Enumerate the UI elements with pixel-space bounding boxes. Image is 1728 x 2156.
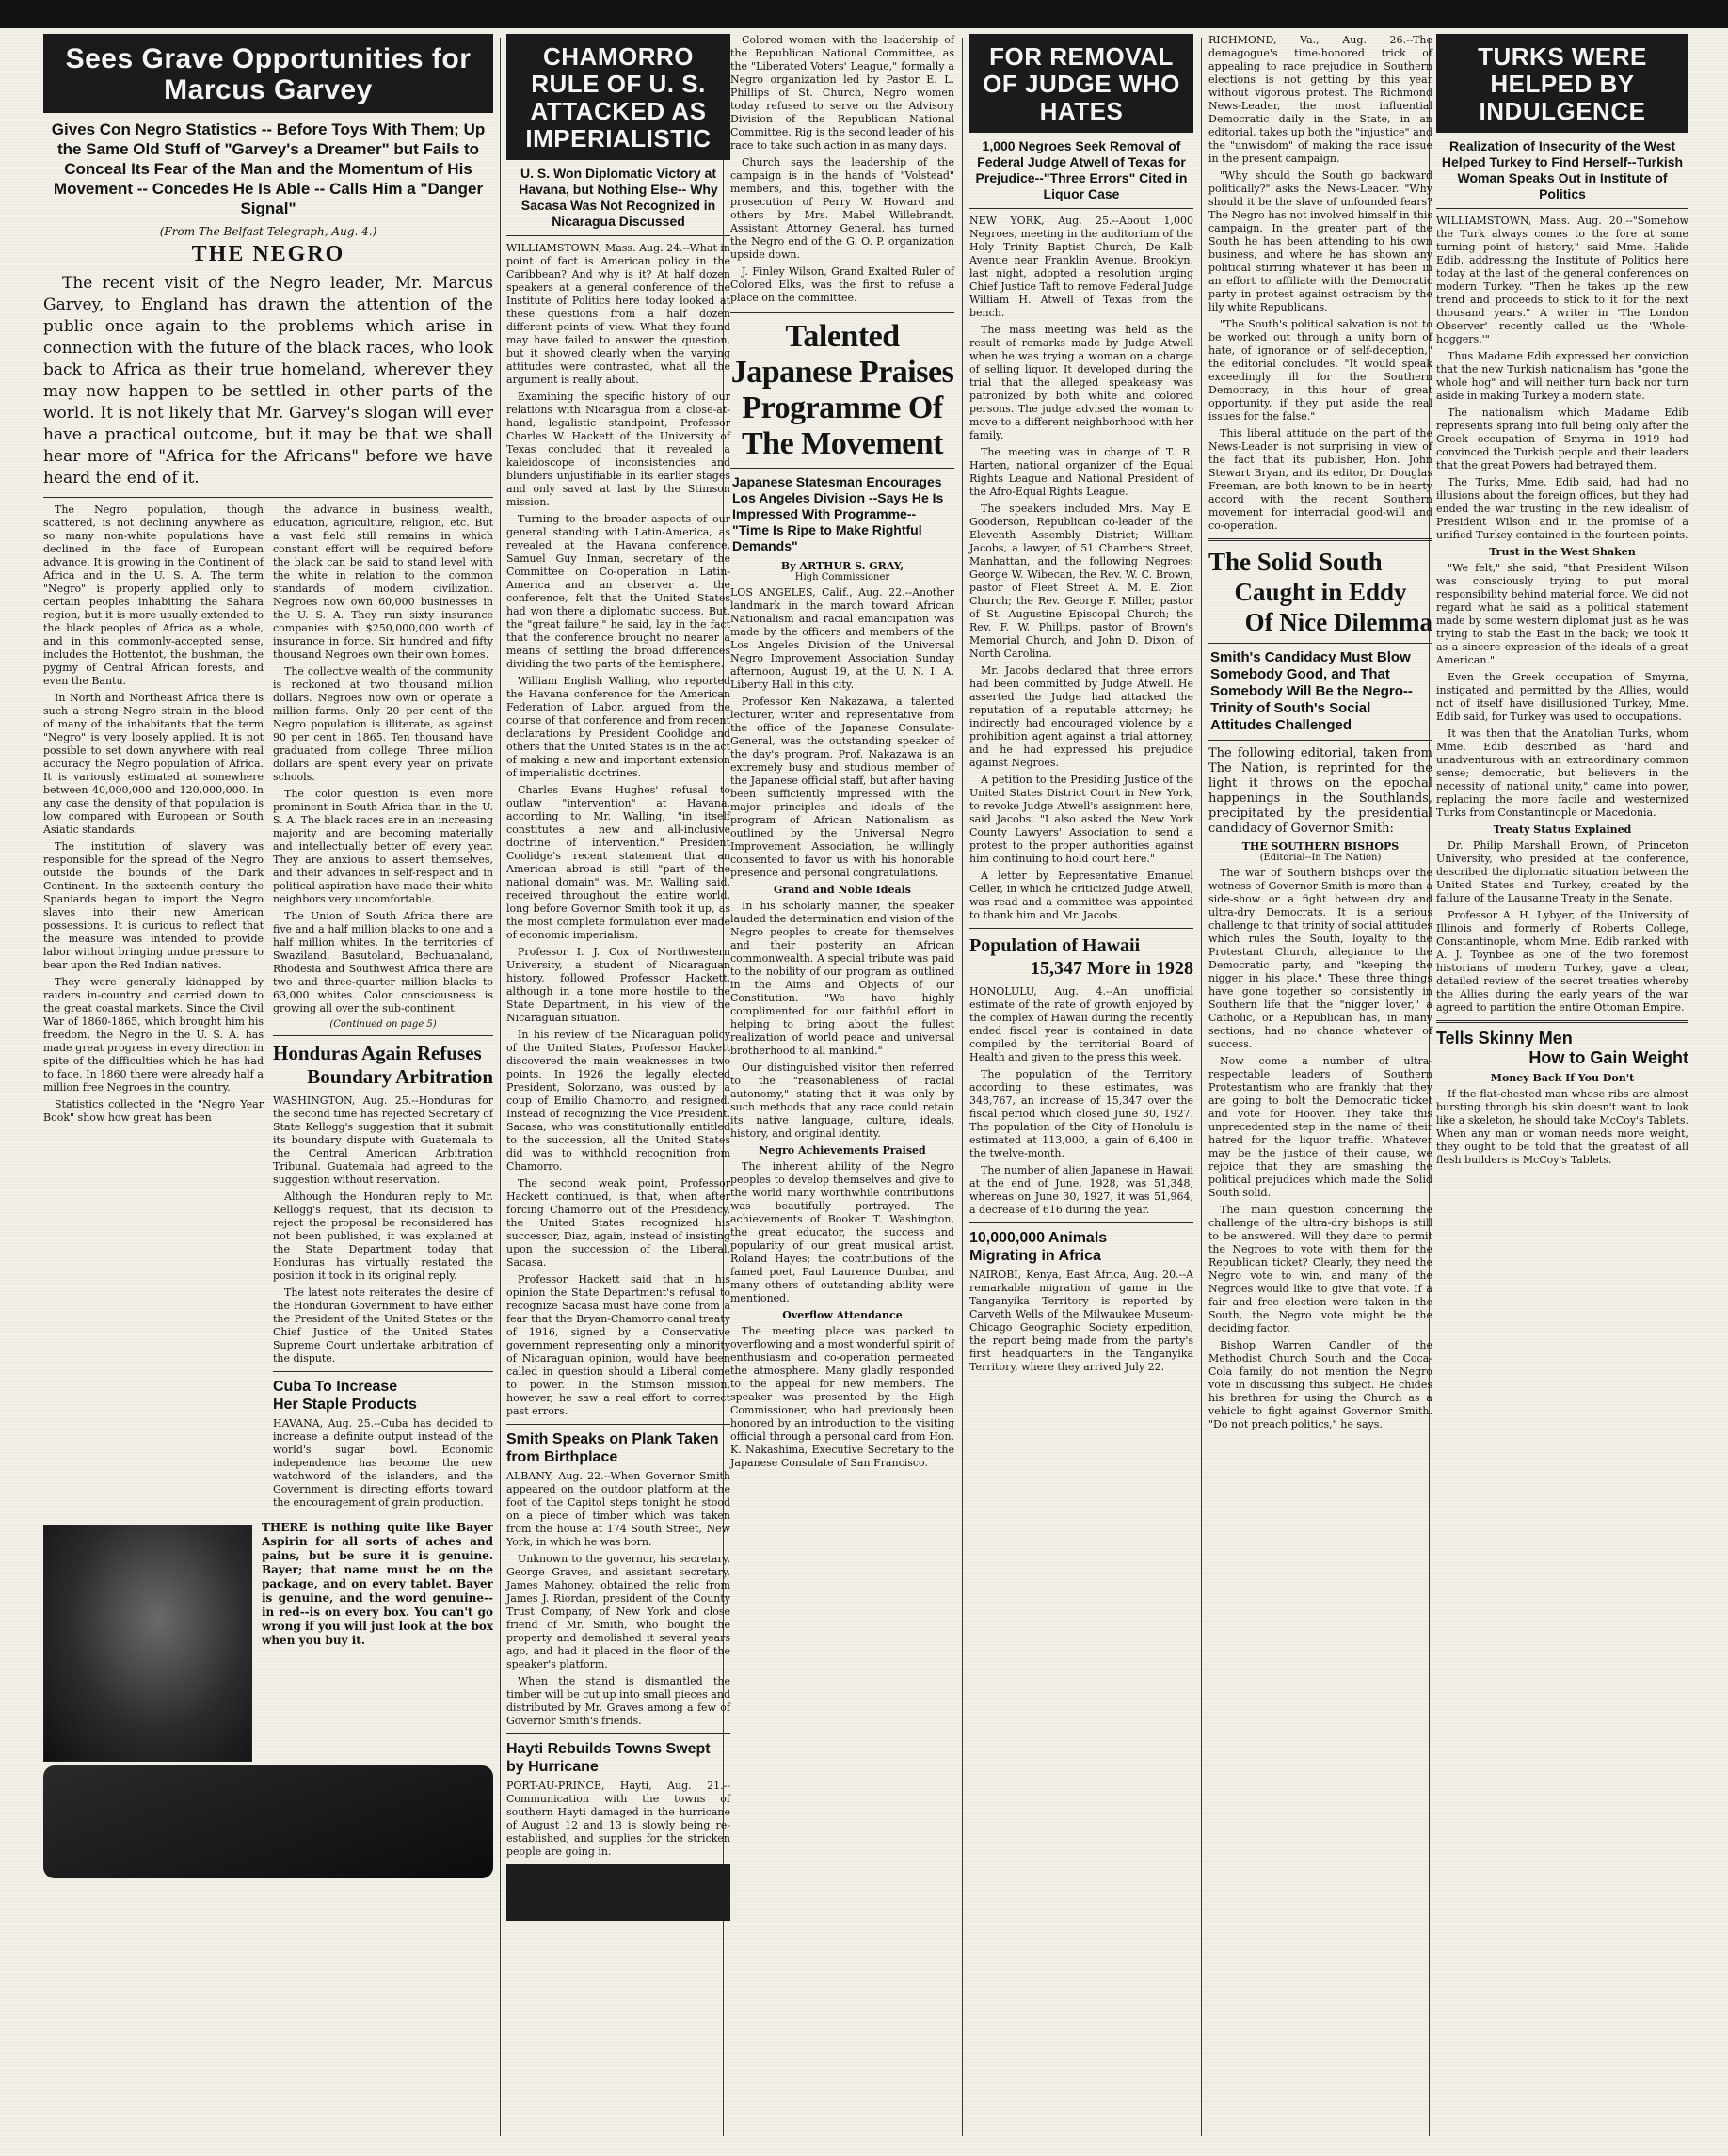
subhead: Overflow Attendance: [782, 1309, 903, 1321]
animals-headline-line1: 10,000,000 Animals: [969, 1230, 1108, 1246]
article-paragraph: William English Walling, who reported the Havana conference for the American Federation of Labor, argued from the course of that conference and from recent declarations by President Coolidge and others that the United States is in the act of making a new and important extension of imperialistic doctrines.: [506, 675, 730, 779]
article-paragraph: WILLIAMSTOWN, Mass. Aug. 20.--"Somehow the Turk always comes to the fore at some turning point of history," said Mme. Halide Edib, addressing the Institute of Politics here today at the last of the general conferences on modern Turkey. "Then he takes up the new trend and proceeds to stick to it for the next thousand years." A writer in 'The London Observer' recently called us the 'Whole-hoggers.'": [1436, 215, 1688, 345]
article-paragraph: Our distinguished visitor then referred to the "reasonableness of racial autonomy," stating that it was only by such methods that any race could retain its native language, culture, ideals, history, and original identity.: [730, 1062, 954, 1140]
article-paragraph: The collective wealth of the community is reckoned at two thousand million dollars. Negroes now own or operate a million farms. Only 20 per cent of the Negro population is illiterate, as against 90 per cent in 1865. Ten thousand have graduated from college. Three million dollars are spent every year on private schools.: [273, 665, 493, 783]
article-paragraph: A petition to the Presiding Justice of the United States District Court in New York, to revoke Judge Atwell's assignment here, said Jacobs. "I also asked the New York County Lawyers' Association to send a protest to the proper authorities against him continuing to hold court here.": [969, 774, 1193, 865]
hawaii-headline: [969, 934, 1193, 980]
article-paragraph: The speakers included Mrs. May E. Gooderson, Republican co-leader of the Eleventh Assembly District; William Jacobs, a lawyer, of 51 Chambers Street, Manhattan, and the following Negroes: George W. Wibecan, the Rev. W. C. Brown, pastor of Fleet Street A. M. E. Zion Church; the Rev. George F. Miller, pastor of St. Augustine Episcopal Church; the Rev. F. W. Phillips, pastor of Brown's Memorial Church, and John D. Dixon, of North Carolina.: [969, 503, 1193, 660]
article-paragraph: Now come a number of ultra-respectable leaders of Southern Protestantism who are frankly that they are going to bolt the Democratic ticket and vote for Hoover. They take this unprecedented step in the name of their hatred for the liquor traffic. Whatever may be the justice of their cause, we rejoice that they are smashing the political prejudices which made the Solid South solid.: [1208, 1055, 1432, 1199]
article-paragraph: Dr. Philip Marshall Brown, of Princeton University, who presided at the conference, described the diplomatic situation between the United States and Turkey, created by the failure of the Lausanne Treaty in the Senate.: [1436, 839, 1688, 904]
article-paragraph: Thus Madame Edib expressed her conviction that the new Turkish nationalism has "gone the whole hog" and will neither turn back nor turn aside in making Turkey a modern state.: [1436, 350, 1688, 402]
article-paragraph: Although the Honduran reply to Mr. Kellogg's request, that its decision to reject the proposal be reconsidered has not been published, it was explained at the State Department today that Honduras has virtually restated the position it took in its original reply.: [273, 1190, 493, 1282]
article-paragraph: The mass meeting was held as the result of remarks made by Judge Atwell when he was trying a woman on a charge of selling liquor. It developed during the trial that the alleged speakeasy was patronized by both white and colored persons. The judge advised the woman to move to a different neighborhood with her family.: [969, 324, 1193, 441]
article-paragraph: It was then that the Anatolian Turks, whom Mme. Edib described as "hard and unadventurous with an extraordinary common sense; democratic, but believers in the necessity of national unity," came into power, replacing the more facile and westernized Turks from Constantinople or Macedonia.: [1436, 727, 1688, 819]
article-paragraph: Professor Ken Nakazawa, a talented lecturer, writer and representative from the office of the Japanese Consulate-General, was the outstanding speaker of the day's program. Prof. Nakazawa is an extremely busy and studious member of the Japanese official staff, but after having been sufficiently impressed with the major principles and ideals of the program of African Nationalism as outlined by the Universal Negro Improvement Association, he willingly consented to favor us with his honorable presence and personal congratulations.: [730, 695, 954, 879]
subhead: Trust in the West Shaken: [1489, 546, 1636, 558]
article-paragraph: ALBANY, Aug. 22.--When Governor Smith appeared on the outdoor platform at the foot of the Capitol steps tonight he stood on a piece of timber which was taken from the house at 174 South Street, New York, in which he was born.: [506, 1470, 730, 1548]
ad-paragraph: If the flat-chested man whose ribs are almost bursting through his skin doesn't want to look like a skeleton, he should take McCoy's Tablets. When any man or woman needs more weight, they ought to be told that the greatest of all flesh builders is McCoy's Tablets.: [1436, 1088, 1688, 1166]
subhead: Grand and Noble Ideals: [774, 884, 911, 896]
article-paragraph: The Negro population, though scattered, is not declining anywhere as so many non-white populations have declined in the face of European advance. It is growing in the Continent of Africa and in the U. S. A. The term "Negro" is properly applied only to certain peoples inhabiting the Sahara region, but it is more usually extended to the black peoples of Africa as a whole, and in this commonly-accepted sense, includes the Hottentot, the bushman, the pygmy of Central African forests, and even the Bantu.: [43, 503, 264, 687]
article-paragraph: They were generally kidnapped by raiders in-country and carried down to the great coastal markets. Since the Civil War of 1860-1865, which brought him his freedom, the Negro in the U. S. A. has made great progress in every direction in spite of the difficulties which he has had to face. In 1860 there were already half a million free Negroes in the country.: [43, 976, 264, 1094]
honduras-headline-line1: Honduras Again Refuses: [273, 1042, 482, 1064]
article-paragraph: In his scholarly manner, the speaker lauded the determination and vision of the Negro peoples to create for themselves and their posterity an African commonwealth. A special tribute was paid to the nobility of our program as outlined in the Aims and Objects of our Constitution. "We have highly complimented for our faithful effort in helping to bring about the fullest realization of world peace and universal brotherhood to all mankind.": [730, 900, 954, 1057]
column-5: [1203, 34, 1438, 2151]
continued-note: (Continued on page 5): [329, 1019, 437, 1030]
atwell-headline: FOR REMOVAL OF JUDGE WHO HATES: [969, 34, 1193, 133]
article-paragraph: Unknown to the governor, his secretary, George Graves, and assistant secretary, James Mahoney, obtained the relic from James J. Riordan, president of the County Trust Company, of New York and close friend of Mr. Smith, who bought the property and demolished it several years ago, and had it placed in the floor of the speaker's platform.: [506, 1553, 730, 1670]
column-rule: [962, 38, 963, 2136]
skinny-ad-subhead: Money Back If You Don't: [1490, 1072, 1635, 1084]
haiti-headline: Hayti Rebuilds Towns Swept by Hurricane: [506, 1741, 711, 1775]
garvey-body-left: [43, 503, 264, 1513]
ad-photo-man: [43, 1525, 252, 1762]
solid-south-line3: Of Nice Dilemma: [1244, 608, 1432, 636]
article-paragraph: The meeting was in charge of T. R. Harten, national organizer of the Equal Rights League and National President of the Afro-Equal Rights League.: [969, 446, 1193, 498]
article-paragraph: HAVANA, Aug. 25.--Cuba has decided to increase a definite output instead of the world's sugar bowl. Economic independence has become the new watchword of the islanders, and the Government is directing efforts toward the encouragement of grain production.: [273, 1417, 493, 1509]
solid-south-deck: Smith's Candidacy Must Blow Somebody Good, and That Somebody Will Be the Negro--Trinity of South's Social Attitudes Challenged: [1210, 649, 1413, 733]
ad-tin-image: [43, 1765, 493, 1878]
article-paragraph: The inherent ability of the Negro peoples to develop themselves and give to the world many worthwhile contributions was beautifully portrayed. The achievements of Booker T. Washington, the great educator, the success and popularity of our great musical artist, Roland Hayes; the contributions of the famed poet, Paul Laurence Dunbar, and many others of outstanding ability were mentioned.: [730, 1160, 954, 1304]
article-paragraph: WILLIAMSTOWN, Mass. Aug. 24.--What in point of fact is American policy in the Caribbean? And why is it? At half dozen speakers at a general conference of the Institute of Politics here today looked at these questions from a half dozen different points of view. What they found may have failed to answer the question, but it showed clearly when the varying attitudes were contrasted, what all the argument is really about.: [506, 242, 730, 386]
section-head: THE SOUTHERN BISHOPS: [1241, 840, 1400, 853]
cuba-headline-line1: Cuba To Increase: [273, 1379, 398, 1395]
article-paragraph: Statistics collected in the "Negro Year Book" show how great has been: [43, 1098, 264, 1124]
article-paragraph: A letter by Representative Emanuel Celler, in which he criticized Judge Atwell, was read and a committee was appointed to thank him and Mr. Jacobs.: [969, 870, 1193, 921]
column-1: [38, 34, 499, 2151]
article-paragraph: PORT-AU-PRINCE, Hayti, Aug. 21.--Communication with the towns of southern Hayti damaged in the hurricane of August 12 and 13 is slowly being re-established, and supplies for the stricken people are going in.: [506, 1780, 730, 1858]
article-paragraph: The main question concerning the challenge of the ultra-dry bishops is still to be answered. Will they dare to permit the Negroes to vote with them for the Republican ticket? Clearly, they need the Negro vote to win, and many of the Negroes would like to give that vote. If a fair and free election were taken in the South, the Negro vote might be the deciding factor.: [1208, 1204, 1432, 1334]
article-paragraph: Charles Evans Hughes' refusal to outlaw "intervention" at Havana, according to Mr. Walling, "in itself constitutes a new and all-inclusive doctrine of intervention." President Coolidge's recent statement that an American abroad is still "part of the national domain" was, Mr. Walling said, received throughout the entire world, long before Governor Smith took it up, as the most complete formulation ever made of economic imperialism.: [506, 784, 730, 941]
article-paragraph: The nationalism which Madame Edib represents sprang into full being only after the Greek occupation of Smyrna in 1919 had convinced the Turkish people and their leaders that the great Powers had betrayed them.: [1436, 407, 1688, 471]
article-paragraph: When the stand is dismantled the timber will be cut up into small pieces and distributed by Mr. Graves among a few of Governor Smith's friends.: [506, 1675, 730, 1727]
byline-title: High Commissioner: [794, 572, 890, 583]
article-paragraph: Professor A. H. Lybyer, of the University of Illinois and formerly of Roberts College, Constantinople, whom Mme. Edib ranked with A. J. Toynbee as one of the two foremost historians of modern Turkey, gave a clear, detailed review of the secret treaties whereby the Allies during the early years of the war agreed to partition the entire Ottoman Empire.: [1436, 909, 1688, 1014]
column-rule: [1201, 38, 1202, 2136]
article-paragraph: The number of alien Japanese in Hawaii at the end of June, 1928, was 51,348, whereas on June 30, 1927, it was 51,964, a decrease of 616 during the year.: [969, 1164, 1193, 1216]
article-paragraph: The Union of South Africa there are five and a half million blacks to one and a half million whites. In the territories of Swaziland, Basutoland, Bechuanaland, Rhodesia and Southwest Africa there are two and three-quarter million blacks to 63,000 whites. Color consciousness is growing all over the sub-continent.: [273, 910, 493, 1014]
article-paragraph: the advance in business, wealth, education, agriculture, religion, etc. But a vast field still remains in which constant effort will be required before the black can be said to stand level with the white in relation to the common standards of modern civilization. Negroes now own 60,000 businesses in the U. S. A. They run sixty insurance companies with $250,000,000 worth of insurance in force. Six hundred and fifty thousand Negroes own their own homes.: [273, 503, 493, 661]
article-paragraph: NEW YORK, Aug. 25.--About 1,000 Negroes, meeting in the auditorium of the Holy Trinity Baptist Church, De Kalb Avenue near Franklin Avenue, Brooklyn, last night, adopted a resolution urging Chief Justice Taft to remove Federal Judge William H. Atwell of Texas from the bench.: [969, 215, 1193, 319]
article-paragraph: HONOLULU, Aug. 4.--An unofficial estimate of the rate of growth enjoyed by the complex of Hawaii during the recently ended fiscal year is contained in data compiled by the territorial Board of Health and given to the press this week.: [969, 985, 1193, 1063]
garvey-deck: Gives Con Negro Statistics -- Before Toys With Them; Up the Same Old Stuff of "Garvey's a Dreamer" but Fails to Conceal Its Fear of the Man and the Momentum of His Movement -- Concedes He Is Able -- Calls Him a "Danger Signal": [51, 120, 486, 217]
chamorro-headline: CHAMORRO RULE OF U. S. ATTACKED AS IMPERIALISTIC: [506, 34, 730, 160]
skinny-ad-headline: [1436, 1029, 1688, 1068]
article-paragraph: LOS ANGELES, Calif., Aug. 22.--Another landmark in the march toward African Nationalism and racial emancipation was made by the officers and members of the Los Angeles Division of the Universal Negro Improvement Association Sunday afternoon, August 19, at the U. N. I. A. Liberty Hall in this city.: [730, 586, 954, 691]
cuba-headline: [273, 1378, 493, 1413]
garvey-lead: The recent visit of the Negro leader, Mr. Marcus Garvey, to England has drawn the attention of the public once again to the problems which arise in connection with the future of the black races, who look back to Africa as their true homeland, wherever they may now happen to be settled in other parts of the world. It is not likely that Mr. Garvey's slogan will ever have a practical outcome, but it may be that we shall hear more of "Africa for the Africans" before we have heard the end of it.: [43, 274, 493, 487]
honduras-headline-line2: Boundary Arbitration: [307, 1065, 493, 1088]
skinny-ad-line1: Tells Skinny Men: [1436, 1029, 1573, 1047]
article-paragraph: NAIROBI, Kenya, East Africa, Aug. 20.--A remarkable migration of game in the Tanganyika Territory is reported by Carveth Wells of the Milwaukee Museum-Chicago Geographic Society expedition, the report being made from the party's first headquarters in the Tanganyika Territory, where they arrived July 22.: [969, 1269, 1193, 1373]
article-paragraph: In North and Northeast Africa there is such a strong Negro strain in the blood of many of the inhabitants that the term "Negro" is very loosely applied. It is not possible to set down anywhere with real accuracy the Negro population of Africa. It is variously estimated at somewhere between 40,000,000 and 120,000,000. In any case the density of that population is low compared with European or South Asiatic standards.: [43, 692, 264, 836]
hawaii-headline-line2: 15,347 More in 1928: [1031, 958, 1193, 979]
article-paragraph: The population of the Territory, according to these estimates, was 348,767, an increase of 15,347 over the fiscal period which closed June 30, 1927. The population of the City of Honolulu is estimated at 113,000, a gain of 6,400 in the twelve-month.: [969, 1068, 1193, 1159]
article-paragraph: Turning to the broader aspects of our general standing with Latin-America, as revealed at the Havana conference, Samuel Guy Inman, secretary of the Committee on Co-operation in Latin-America and an observer at the conference, felt that the United States had won there a diplomatic success. But, the "great failure," he said, lay in the fact that the conference brought no nearer a means of settling the broad differences dividing the two parts of the hemisphere.: [506, 513, 730, 670]
animals-headline: [969, 1229, 1193, 1265]
garvey-body-right: [273, 503, 493, 1513]
atwell-deck: 1,000 Negroes Seek Removal of Federal Judge Atwell of Texas for Prejudice--"Three Errors" Cited in Liquor Case: [975, 138, 1188, 201]
article-paragraph: The second weak point, Professor Hackett continued, is that, when after forcing Chamorro out of the Presidency, the United States recognized his successor, Diaz, again, instead of insisting upon the succession of the Liberal, Sacasa.: [506, 1177, 730, 1269]
column-3: [725, 34, 960, 2151]
garvey-section-head: THE NEGRO: [191, 242, 345, 266]
article-paragraph: The latest note reiterates the desire of the Honduran Government to have either the President of the United States or the Chief Justice of the United States Supreme Court undertake arbitration of the dispute.: [273, 1286, 493, 1365]
garvey-body: [43, 503, 493, 1513]
article-paragraph: The institution of slavery was responsible for the spread of the Negro outside the bounds of the Dark Continent. In the sixteenth century the Spaniards began to import the Negro slaves into their new American possessions. It is curious to reflect that the measure was intended to provide labor without bringing undue pressure to bear upon the Red Indian natives.: [43, 840, 264, 971]
animals-headline-line2: Migrating in Africa: [969, 1248, 1101, 1264]
section-subhead: (Editorial--In The Nation): [1259, 853, 1382, 863]
article-paragraph: Colored women with the leadership of the Republican National Committee, as the "Liberated Voters' League," formally a Negro organization led by Pastor E. L. Phillips of St. Church, Negro women today refused to serve on the Advisory Division of the Republican National Committee. Rig is the second leader of his race to take such action in as many days.: [730, 34, 954, 152]
article-paragraph: Mr. Jacobs declared that three errors had been committed by Judge Atwell. He asserted the Judge had attacked the reputation of a reputable attorney; he indirectly had encouraged violence by a prohibition agent against a trial attorney, and he had expressed his prejudice against Negroes.: [969, 664, 1193, 769]
turks-deck: Realization of Insecurity of the West Helped Turkey to Find Herself--Turkish Woman Speaks Out in Institute of Politics: [1441, 138, 1684, 201]
editorial-intro: The following editorial, taken from The Nation, is reprinted for the light it throws on the epochal happenings in the Southlands, precipitated by the presidential candidacy of Governor Smith:: [1208, 746, 1432, 836]
article-paragraph: "The South's political salvation is not to be worked out through a unity born of hate, of ignorance or of self-deception," the editorial concludes. "It would speak exceedingly ill for the Southern Democracy, in this hour of great opportunity, if they put aside the real issues for the false.": [1208, 318, 1432, 423]
subhead: Negro Achievements Praised: [759, 1144, 926, 1157]
smith-headline: Smith Speaks on Plank Taken from Birthplace: [506, 1431, 719, 1465]
chamorro-deck: U. S. Won Diplomatic Victory at Havana, but Nothing Else-- Why Sacasa Was Not Recognized in Nicaragua Discussed: [519, 166, 718, 229]
byline: By ARTHUR S. GRAY,: [780, 560, 904, 572]
column-4: [964, 34, 1199, 2151]
article-paragraph: The color question is even more prominent in South Africa than in the U. S. A. The black races are in an increasing majority and are becoming materially and intellectually better off every year. They are anxious to assert themselves, and their advances in self-respect and in political aspiration have made their white neighbors very uncomfortable.: [273, 788, 493, 905]
article-paragraph: Professor I. J. Cox of Northwestern University, a student of Nicaraguan history, followed Professor Hackett, although in a tone more hostile to the State Department, in his view of the Nicaraguan situation.: [506, 946, 730, 1024]
solid-south-line1: The Solid South: [1208, 548, 1383, 576]
article-paragraph: Examining the specific history of our relations with Nicaragua from a close-at-hand, legalistic standpoint, Professor Charles W. Hackett of the University of Texas concluded that it revealed a kaleidoscope of inconsistencies and blunders unjustifiable in its earlier stages and only saved at last by the Stimson mission.: [506, 391, 730, 508]
article-paragraph: Bishop Warren Candler of the Methodist Church South and the Coca-Cola family, do not mention the Negro vote in discussing this subject. He chides his brethren for using the Church as a vehicle to fight against Governor Smith. "Do not preach politics," he says.: [1208, 1339, 1432, 1430]
article-paragraph: This liberal attitude on the part of the News-Leader is not surprising in view of the fact that its publisher, Hon. John Stewart Bryan, and its editor, Dr. Douglas Freeman, are both known to be in hearty accord with the recent Southern movement for interracial good-will and co-operation.: [1208, 427, 1432, 532]
column-6: [1431, 34, 1694, 2151]
article-paragraph: "We felt," she said, "that President Wilson was consciously trying to put moral responsibility behind material force. We did not regard what he said as a political statement made by some western diplomat just as he was trying to stab the East in the back; we took it as a sincere expression of the ideals of a great American.": [1436, 562, 1688, 666]
article-paragraph: Even the Greek occupation of Smyrna, instigated and permitted by the Allies, would not of itself have disillusioned Turkey, Mme. Edib said, for Turkey was used to occupations.: [1436, 671, 1688, 723]
japanese-headline: Talented Japanese Praises Programme Of The Movement: [730, 319, 954, 461]
article-paragraph: WASHINGTON, Aug. 25.--Honduras for the second time has rejected Secretary of State Kellogg's suggestion that it submit its boundary dispute with Guatemala to the Central American Arbitration Tribunal. Guatemala had agreed to the suggestion without reservation.: [273, 1094, 493, 1186]
subhead: Treaty Status Explained: [1493, 823, 1632, 836]
skinny-ad-line2: How to Gain Weight: [1528, 1048, 1688, 1067]
hawaii-headline-line1: Population of Hawaii: [969, 935, 1141, 956]
garvey-headline: Sees Grave Opportunities for Marcus Garvey: [43, 34, 493, 113]
dark-print-block: [506, 1864, 730, 1921]
article-paragraph: Professor Hackett said that in his opinion the State Department's refusal to recognize Sacasa must have come from a fear that the Bryan-Chamorro canal treaty of 1916, signed by a Conservative government representing only a minority of Nicaraguan opinion, would have been called in question should a Liberal come to power. In the Stimson mission, however, he saw a real effort to correct past errors.: [506, 1273, 730, 1417]
cuba-headline-line2: Her Staple Products: [273, 1397, 417, 1413]
article-paragraph: J. Finley Wilson, Grand Exalted Ruler of Colored Elks, was the first to refuse a place on the committee.: [730, 265, 954, 304]
solid-south-headline: [1208, 547, 1432, 637]
bayer-ad-text: THERE is nothing quite like Bayer Aspirin for all sorts of aches and pains, but be sure it is genuine. Bayer; that name must be on the package, and on every tablet. Bayer is genuine, and the word genuine--in red--is on every box. You can't go wrong if you will just look at the box when you buy it.: [262, 1521, 493, 1647]
article-paragraph: The meeting place was packed to overflowing and a most wonderful spirit of enthusiasm and co-operation permeated the atmosphere. Many gladly responded to the appeal for new members. The speaker was presented by the High Commissioner, who had previously been honored by an introduction to the visiting official through a personal card from Hon. K. Nakashima, Executive Secretary to the Japanese Consulate of San Francisco.: [730, 1325, 954, 1469]
garvey-credit: (From The Belfast Telegraph, Aug. 4.): [159, 225, 377, 238]
article-paragraph: In his review of the Nicaraguan policy of the United States, Professor Hackett discovered the main weaknesses in two points. In 1926 the legally elected President, Solorzano, was ousted by a coup of Emilio Chamorro, and resigned. Instead of recognizing the Vice President, Sacasa, who was constitutionally entitled to the succession, all the United States did was to withhold recognition from Chamorro.: [506, 1029, 730, 1173]
column-2: [501, 34, 736, 2151]
solid-south-line2: Caught in Eddy: [1234, 578, 1407, 606]
masthead-strip: [0, 0, 1728, 28]
article-paragraph: Church says the leadership of the campaign is in the hands of "Volstead" members, and this, together with the prosecution of Perry W. Howard and others by Mrs. Mabel Willebrandt, Assistant Attorney General, has turned the Negro end of the G. O. P. organization upside down.: [730, 156, 954, 261]
japanese-deck: Japanese Statesman Encourages Los Angeles Division --Says He Is Impressed With Programme--"Time Is Ripe to Make Rightful Demands": [732, 474, 944, 553]
honduras-headline: [273, 1042, 493, 1089]
article-paragraph: RICHMOND, Va., Aug. 26.--The demagogue's time-honored trick of appealing to race prejudice in Southern elections is not getting by this year without vigorous protest. The Richmond News-Leader, the most influential Democratic daily in the State, in an editorial, takes up both the "injustice" and the "unwisdom" of making the race issue in the present campaign.: [1208, 34, 1432, 165]
article-paragraph: The war of Southern bishops over the wetness of Governor Smith is more than a side-show or a fight between dry and ultra-dry Democrats. It is a serious challenge to that trinity of social attitudes which rules the South, loyalty to the Protestant Church, allegiance to the Democratic party, and "keeping the nigger in his place." These three things have gone together so consistently in Southern life that the "nigger lover," a Catholic, or a Republican has, in many sections, had no chance whatever of success.: [1208, 867, 1432, 1050]
article-paragraph: The Turks, Mme. Edib said, had had no illusions about the foreign offices, but they had ended the war trusting in the new idealism of President Wilson and in the promise of a unified Turkey contained in the fourteen points.: [1436, 476, 1688, 541]
article-paragraph: "Why should the South go backward politically?" asks the News-Leader. "Why should it be the slave of unfounded fears? The Negro has not involved himself in this campaign. In the greater part of the South he has been attending to his own business, and where he has shown any political stirring whatever it has been in an effort to affiliate with the Democratic party in protest against ostracism by the lily white Republicans.: [1208, 169, 1432, 313]
turks-headline: TURKS WERE HELPED BY INDULGENCE: [1436, 34, 1688, 133]
bayer-advertisement: [43, 1521, 493, 1925]
